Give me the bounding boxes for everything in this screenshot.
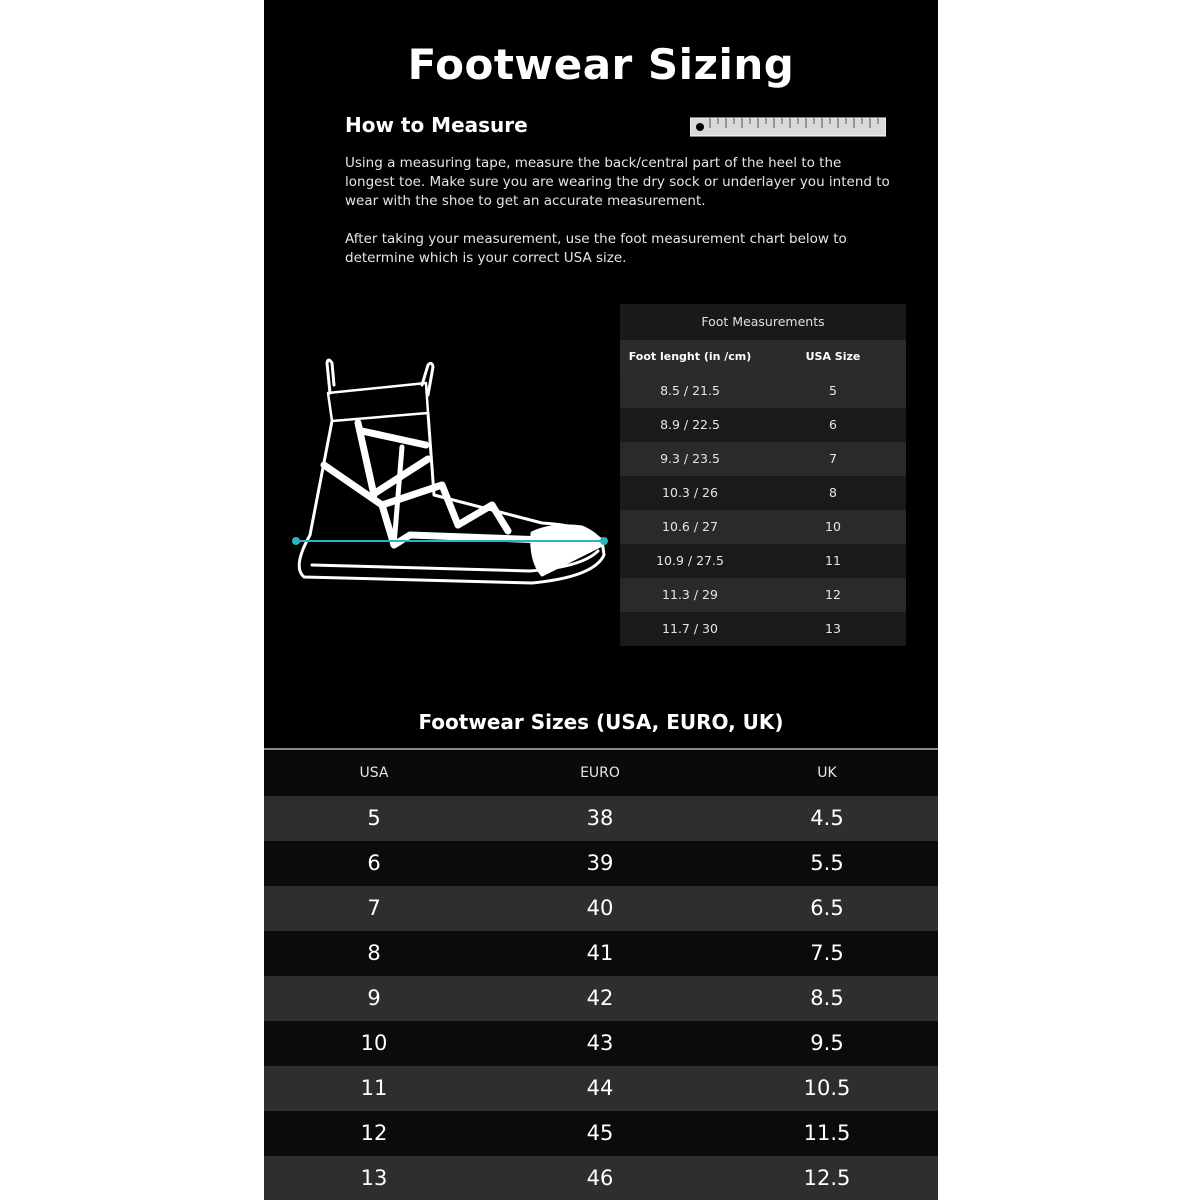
usa-cell: 8 <box>367 941 381 965</box>
euro-cell: 43 <box>586 1031 614 1055</box>
uk-cell: 6.5 <box>810 896 844 920</box>
usa-size-cell: 11 <box>825 553 841 568</box>
footwear-sizes-table <box>264 748 938 1200</box>
foot-length-cell: 11.3 / 29 <box>662 587 718 602</box>
foot-length-cell: 11.7 / 30 <box>662 621 718 636</box>
col-usa-size: USA Size <box>805 350 861 363</box>
euro-cell: 39 <box>586 851 614 875</box>
foot-length-cell: 10.6 / 27 <box>662 519 718 534</box>
table-row <box>620 612 906 646</box>
col-uk: UK <box>817 765 837 781</box>
usa-size-cell: 7 <box>829 451 837 466</box>
table-row <box>620 374 906 408</box>
uk-cell: 12.5 <box>803 1166 851 1190</box>
table-row <box>264 931 938 976</box>
euro-cell: 41 <box>586 941 614 965</box>
sizes-table-body <box>264 796 938 1200</box>
shoe-illustration-icon <box>282 355 612 590</box>
usa-cell: 6 <box>367 851 381 875</box>
foot-length-cell: 8.9 / 22.5 <box>660 417 720 432</box>
measuring-tape-icon <box>690 116 886 138</box>
usa-cell: 13 <box>360 1166 388 1190</box>
usa-cell: 7 <box>367 896 381 920</box>
table-row <box>264 1111 938 1156</box>
uk-cell: 7.5 <box>810 941 844 965</box>
usa-cell: 10 <box>360 1031 388 1055</box>
usa-cell: 9 <box>367 986 381 1010</box>
table-row <box>620 578 906 612</box>
foot-length-cell: 8.5 / 21.5 <box>660 383 720 398</box>
measure-instructions: Using a measuring tape, measure the back/central part of the heel to the longest toe. Make sure you are wearing the dry sock or underlayer you intend to wear with the shoe to get an accurate measurement. <box>345 155 890 209</box>
table-row <box>264 796 938 841</box>
col-usa: USA <box>359 765 389 781</box>
table-row <box>264 1066 938 1111</box>
foot-table-body <box>620 374 906 646</box>
col-foot-length: Foot lenght (in /cm) <box>628 350 752 363</box>
usa-cell: 5 <box>367 806 381 830</box>
foot-length-cell: 10.9 / 27.5 <box>656 553 724 568</box>
usa-size-cell: 5 <box>829 383 837 398</box>
usa-size-cell: 8 <box>829 485 837 500</box>
uk-cell: 9.5 <box>810 1031 844 1055</box>
euro-cell: 44 <box>586 1076 614 1100</box>
page-title: Footwear Sizing <box>407 40 795 89</box>
table-row <box>264 976 938 1021</box>
usa-size-cell: 13 <box>825 621 841 636</box>
uk-cell: 5.5 <box>810 851 844 875</box>
table-row <box>620 408 906 442</box>
usa-cell: 12 <box>360 1121 388 1145</box>
table-row <box>620 442 906 476</box>
table-row <box>264 1021 938 1066</box>
how-to-measure-heading: How to Measure <box>345 113 528 137</box>
foot-measurements-table <box>620 304 906 646</box>
usa-cell: 11 <box>360 1076 388 1100</box>
col-euro: EURO <box>580 765 620 781</box>
uk-cell: 8.5 <box>810 986 844 1010</box>
euro-cell: 45 <box>586 1121 614 1145</box>
table-row <box>264 886 938 931</box>
chart-instructions: After taking your measurement, use the foot measurement chart below to determine which is your correct USA size. <box>345 231 847 266</box>
foot-length-cell: 10.3 / 26 <box>662 485 718 500</box>
foot-length-cell: 9.3 / 23.5 <box>660 451 720 466</box>
table-row <box>264 841 938 886</box>
usa-size-cell: 12 <box>825 587 841 602</box>
foot-table-title: Foot Measurements <box>620 304 906 340</box>
uk-cell: 4.5 <box>810 806 844 830</box>
uk-cell: 10.5 <box>803 1076 851 1100</box>
usa-size-cell: 6 <box>829 417 837 432</box>
euro-cell: 38 <box>586 806 614 830</box>
euro-cell: 40 <box>586 896 614 920</box>
table-row <box>620 544 906 578</box>
euro-cell: 46 <box>586 1166 614 1190</box>
table-row <box>620 510 906 544</box>
sizing-panel <box>264 0 938 1200</box>
uk-cell: 11.5 <box>803 1121 851 1145</box>
foot-table-header <box>620 340 906 374</box>
table-row <box>620 476 906 510</box>
euro-cell: 42 <box>586 986 614 1010</box>
table-row <box>264 1156 938 1200</box>
usa-size-cell: 10 <box>825 519 841 534</box>
sizes-heading: Footwear Sizes (USA, EURO, UK) <box>418 710 784 734</box>
sizes-table-header <box>264 748 938 796</box>
